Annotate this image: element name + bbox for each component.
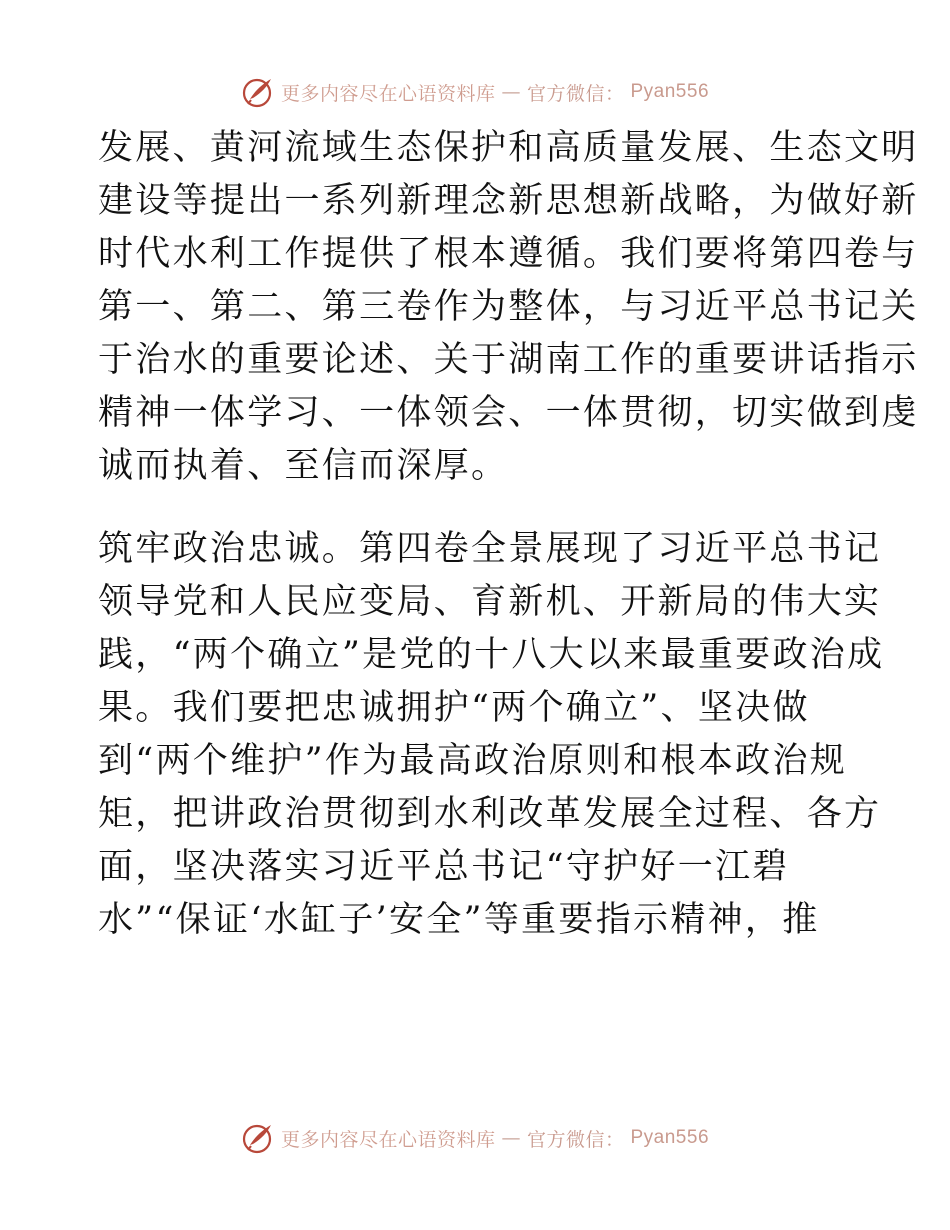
paragraph-2 <box>98 523 885 947</box>
footer-watermark-banner <box>0 1118 950 1158</box>
watermark-wechat-label: 官方微信： <box>526 1128 625 1151</box>
watermark-separator: — <box>501 1127 521 1149</box>
watermark-brand-text: 更多内容尽在心语资料库 <box>280 82 496 105</box>
header-watermark-banner <box>0 72 950 112</box>
text-line: 到“两个维护”作为最高政治原则和根本政治规 <box>98 741 848 781</box>
watermark-separator: — <box>501 81 521 103</box>
text-line: 面，坚决落实习近平总书记“守护好一江碧 <box>98 847 790 887</box>
text-line: 精神一体学习、一体领会、一体贯彻，切实做到虔 <box>98 393 919 433</box>
text-line: 践，“两个确立”是党的十八大以来最重要政治成 <box>98 635 885 675</box>
watermark-wechat-id: Pyan556 <box>630 81 710 102</box>
paragraph-gap <box>98 493 858 523</box>
text-line: 发展、黄河流域生态保护和高质量发展、生态文明 <box>98 128 919 168</box>
watermark-wechat-id: Pyan556 <box>630 1127 710 1148</box>
text-line: 果。我们要把忠诚拥护“两个确立”、坚决做 <box>98 688 810 728</box>
text-line: 矩，把讲政治贯彻到水利改革发展全过程、各方 <box>98 794 882 834</box>
text-line: 领导党和人民应变局、育新机、开新局的伟大实 <box>98 582 882 622</box>
text-line: 诚而执着、至信而深厚。 <box>98 446 509 486</box>
document-body <box>98 122 919 947</box>
text-line: 第一、第二、第三卷作为整体，与习近平总书记关 <box>98 287 919 327</box>
paragraph-1 <box>98 122 919 493</box>
text-line: 建设等提出一系列新理念新思想新战略，为做好新 <box>98 181 919 221</box>
quill-circle-logo-icon <box>241 75 275 109</box>
text-line: 于治水的重要论述、关于湖南工作的重要讲话指示 <box>98 340 919 380</box>
text-line: 水”“保证‘水缸子’安全”等重要指示精神，推 <box>98 900 820 940</box>
watermark-brand-text: 更多内容尽在心语资料库 <box>280 1128 496 1151</box>
quill-circle-logo-icon <box>241 1121 275 1155</box>
text-line: 筑牢政治忠诚。第四卷全景展现了习近平总书记 <box>98 529 882 569</box>
watermark-wechat-label: 官方微信： <box>526 82 625 105</box>
text-line: 时代水利工作提供了根本遵循。我们要将第四卷与 <box>98 234 919 274</box>
